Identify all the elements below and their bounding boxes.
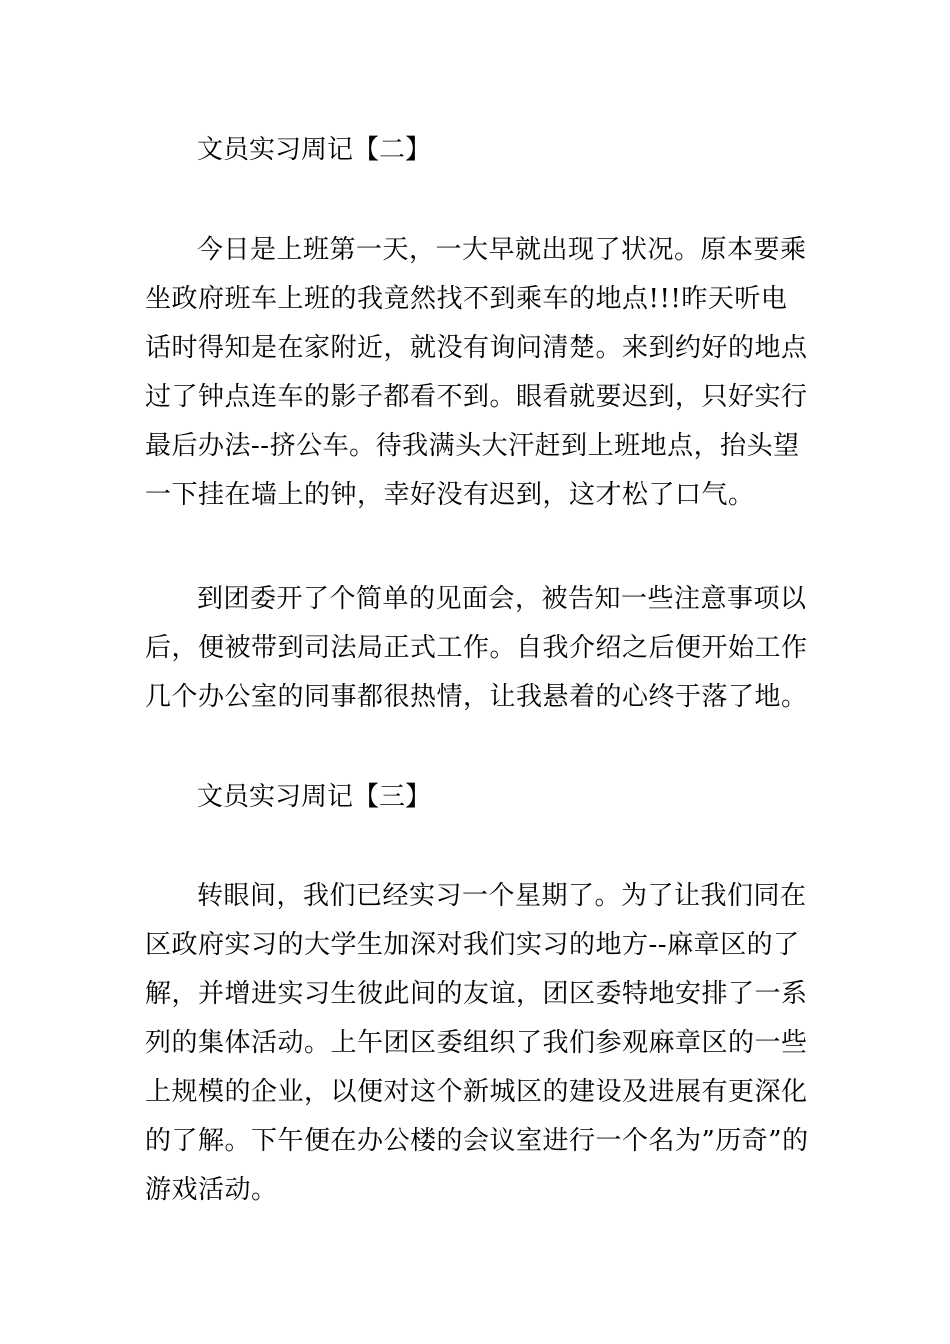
section-heading-3: 文员实习周记【三】	[197, 782, 432, 812]
paragraph-meeting: 到团委开了个简单的见面会，被告知一些注意事项以后，便被带到司法局正式工作。自我介绍之后便开始工作几个办公室的同事都很热情，让我悬着的心终于落了地。	[145, 584, 808, 712]
section-heading-2: 文员实习周记【二】	[197, 135, 432, 165]
paragraph-one-week: 转眼间，我们已经实习一个星期了。为了让我们同在区政府实习的大学生加深对我们实习的地方--麻章区的了解，并增进实习生彼此间的友谊，团区委特地安排了一系列的集体活动。上午团区委组织了我们参观麻章区的一些上规模的企业，以便对这个新城区的建设及进展有更深化的了解。下午便在办公楼的会议室进行一个名为”历奇”的游戏活动。	[145, 881, 809, 1205]
paragraph-first-day: 今日是上班第一天，一大早就出现了状况。原本要乘坐政府班车上班的我竟然找不到乘车的地点!!!昨天听电话时得知是在家附近，就没有询问清楚。来到约好的地点过了钟点连车的影子都看不到。眼看就要迟到，只好实行最后办法--挤公车。待我满头大汗赶到上班地点，抬头望一下挂在墙上的钟，幸好没有迟到，这才松了口气。	[145, 235, 808, 510]
